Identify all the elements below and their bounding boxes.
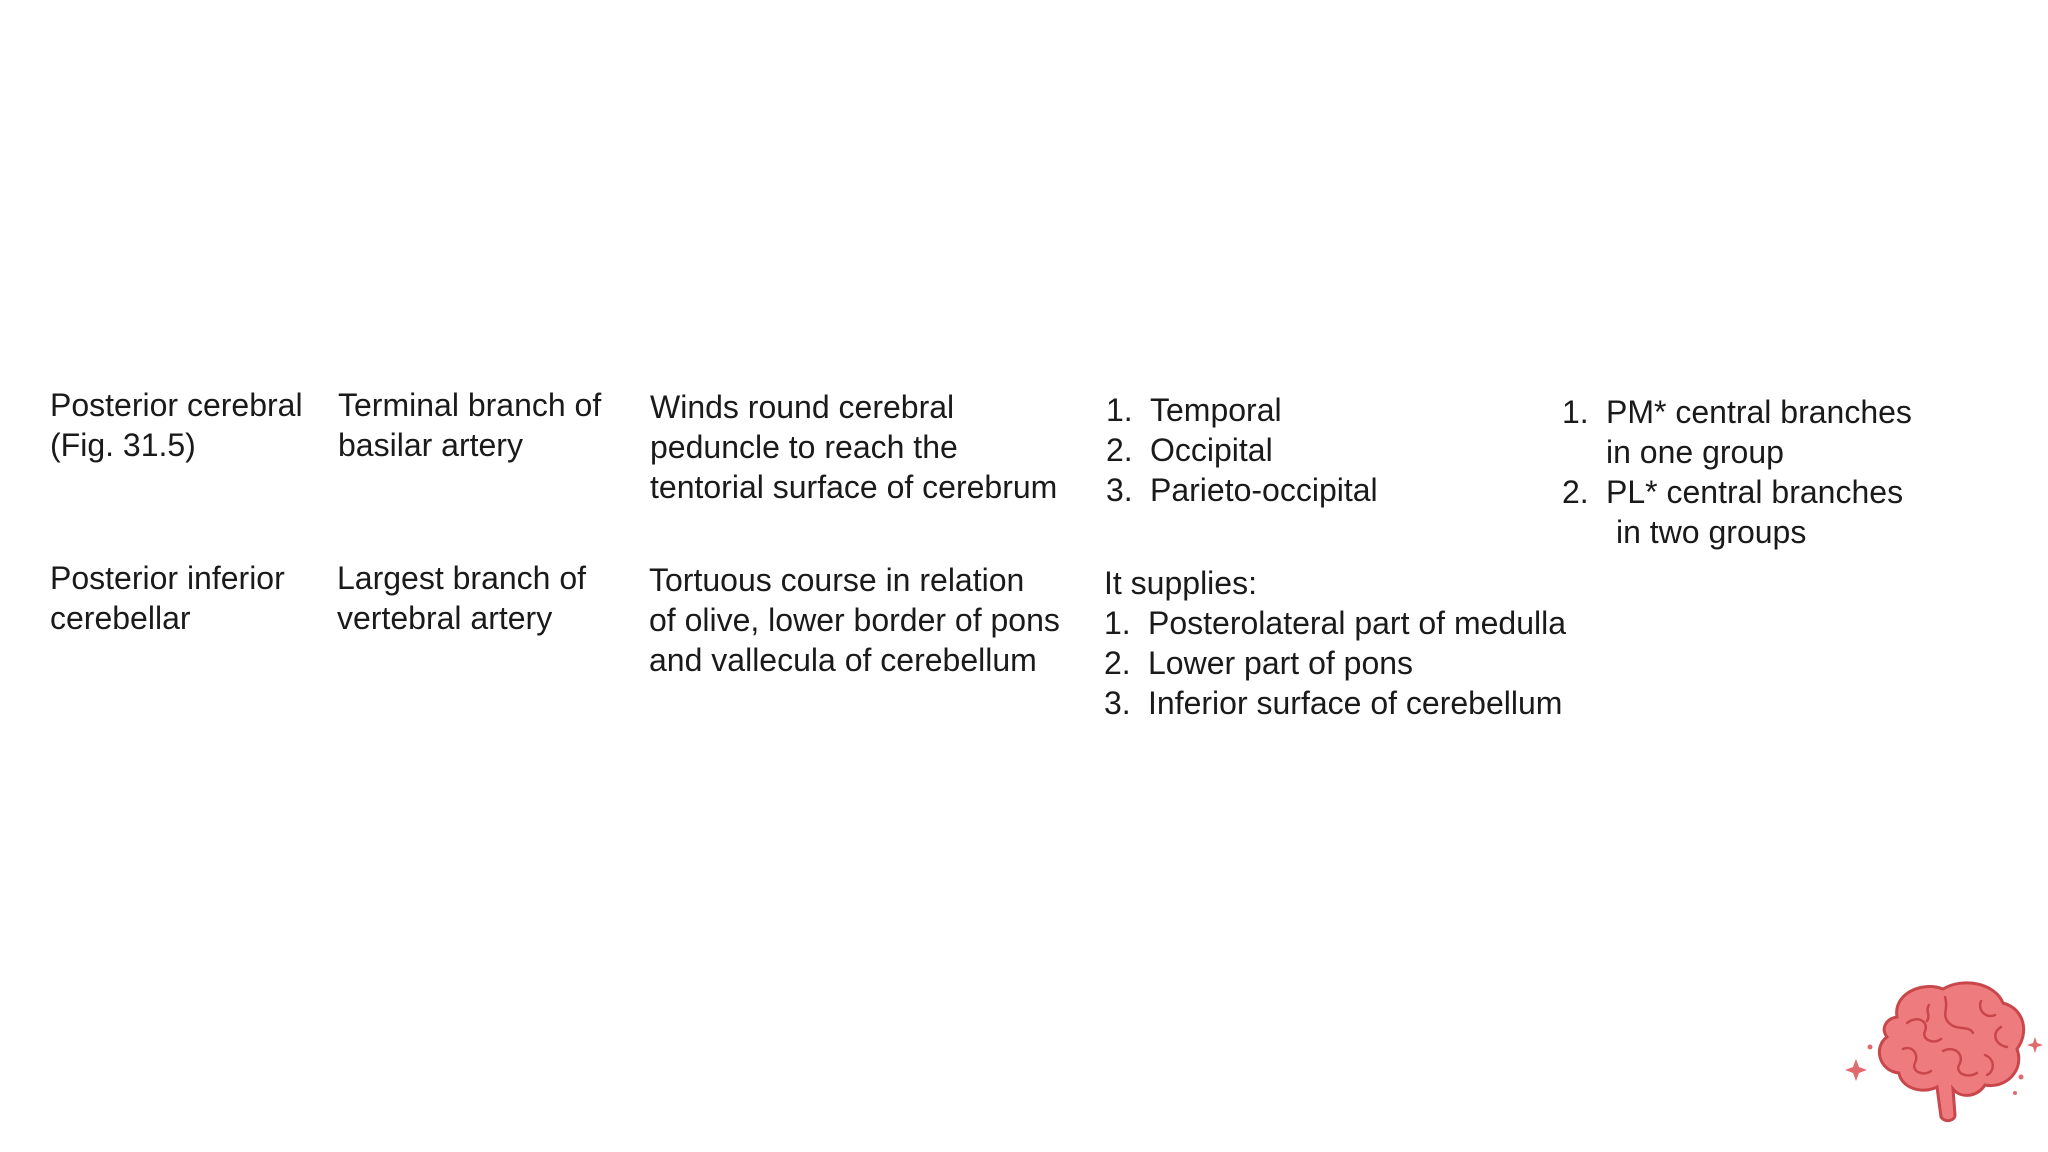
origin-line: basilar artery	[338, 427, 523, 463]
origin-line: Terminal branch of	[338, 387, 602, 423]
list-item	[1104, 683, 1566, 723]
list-continuation: in two groups	[1616, 514, 1807, 550]
artery-name-cell	[50, 385, 303, 465]
branches-cell	[1104, 563, 1566, 723]
list-number: 3.	[1104, 685, 1131, 721]
brain-icon	[1845, 975, 2045, 1125]
list-text: PL* central branches	[1606, 474, 1904, 510]
course-line: Tortuous course in relation	[649, 562, 1025, 598]
list-number: 1.	[1562, 394, 1589, 430]
list-item	[1106, 430, 1378, 470]
origin-line: vertebral artery	[337, 600, 553, 636]
branches-cell	[1106, 390, 1378, 510]
list-number: 2.	[1562, 474, 1589, 510]
list-item	[1104, 643, 1566, 683]
central-branches-cell	[1562, 392, 1912, 552]
origin-cell	[337, 558, 586, 638]
list-text: Parieto-occipital	[1150, 472, 1378, 508]
list-number: 1.	[1104, 605, 1131, 641]
course-line: and vallecula of cerebellum	[649, 642, 1037, 678]
list-item	[1562, 472, 1912, 512]
list-text: Posterolateral part of medulla	[1148, 605, 1566, 641]
course-line: peduncle to reach the	[650, 429, 958, 465]
course-line: of olive, lower border of pons	[649, 602, 1060, 638]
list-text: Occipital	[1150, 432, 1273, 468]
list-item	[1562, 392, 1912, 432]
list-continuation: in one group	[1606, 434, 1784, 470]
origin-cell	[338, 385, 601, 465]
course-line: Winds round cerebral	[650, 389, 955, 425]
course-line: tentorial surface of cerebrum	[650, 469, 1058, 505]
list-number: 2.	[1106, 432, 1133, 468]
list-number: 1.	[1106, 392, 1133, 428]
list-item	[1106, 470, 1378, 510]
artery-name-line: (Fig. 31.5)	[50, 427, 196, 463]
list-number: 2.	[1104, 645, 1131, 681]
list-item	[1106, 390, 1378, 430]
origin-line: Largest branch of	[337, 560, 587, 596]
course-cell	[649, 560, 1060, 680]
list-item	[1104, 603, 1566, 643]
course-cell	[650, 387, 1057, 507]
artery-name-line: cerebellar	[50, 600, 191, 636]
list-text: Inferior surface of cerebellum	[1148, 685, 1563, 721]
list-text: PM* central branches	[1606, 394, 1912, 430]
artery-name-line: Posterior cerebral	[50, 387, 303, 423]
list-intro: It supplies:	[1104, 565, 1257, 601]
list-number: 3.	[1106, 472, 1133, 508]
artery-name-cell	[50, 558, 285, 638]
list-text: Lower part of pons	[1148, 645, 1414, 681]
list-text: Temporal	[1150, 392, 1282, 428]
artery-name-line: Posterior inferior	[50, 560, 285, 596]
